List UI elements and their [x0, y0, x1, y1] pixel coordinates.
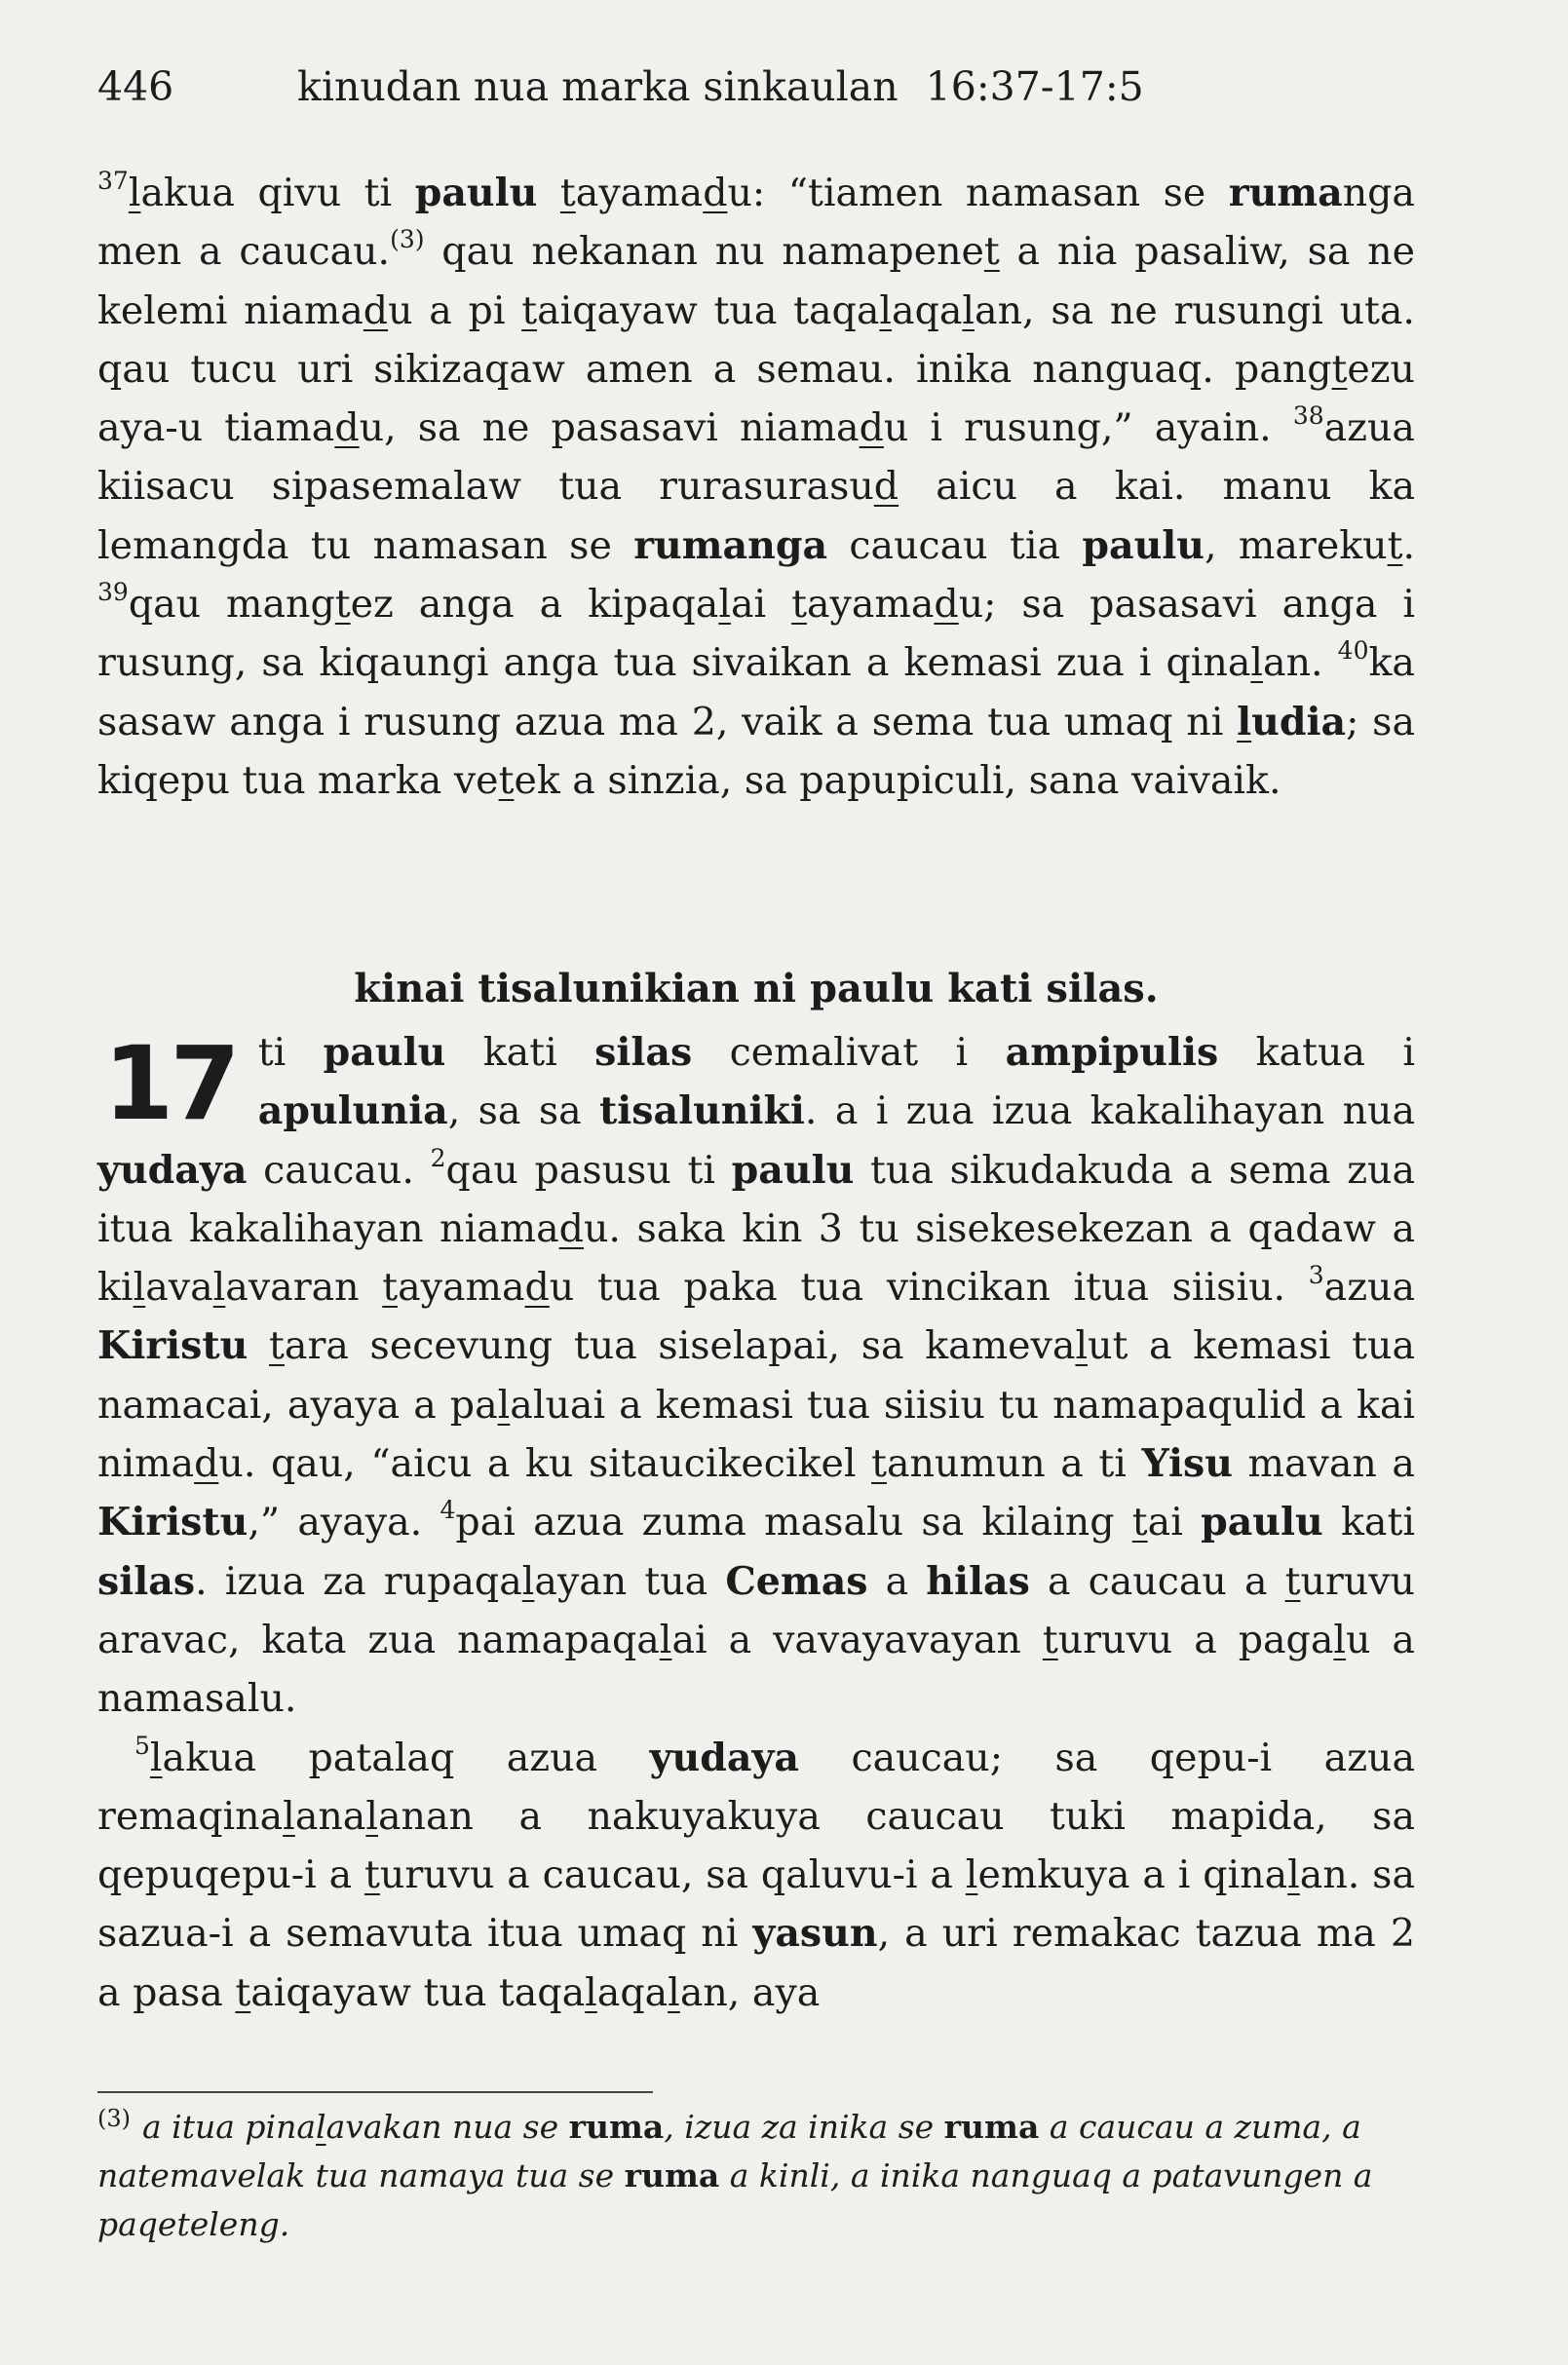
footnote-divider [97, 2091, 653, 2093]
verse-number: 4 [440, 1496, 456, 1525]
paragraph: $^{37}$lakua qivu ti paulu tayamadu: “tiamen namasan se rumanga men a caucau.$^{(3)}$ qau nekanan nu namapenet a nia pasaliw, sa ne kelemi niamadu a pi taiqayaw tua taqalaqalan, sa ne rusungi uta. qau tucu uri sikizaqaw amen a semau. inika nanguaq. pangtezu aya-u tiamadu, sa ne pasasavi niamadu i rusung,” ayain. $^{38}$azua kiisacu sipasemalaw tua rurasurasud aicu a kai. manu ka lemangda tu namasan se rumanga caucau tia paulu, marekut. $^{39}$qau mangtez anga a kipaqalai tayamadu; sa pasasavi anga i rusung, sa kiqaungi anga tua sivaikan a kemasi zua i qinalan. $^{40}$ka sasaw anga i rusung azua ma 2, vaik a sema tua umaq ni ludia; sa kiqepu tua marka vetek a sinzia, sa papupiculi, sana vaivaik. [97, 167, 1416, 803]
page-header [97, 62, 1423, 111]
footnote: $^{(3)}$ a itua pinalavakan nua se ruma, izua za inika se ruma a caucau a zuma, a natemavelak tua namaya tua se ruma a kinli, a inika nanguaq a patavungen a paqeteleng. [97, 2105, 1373, 2243]
chapter-number: 17 [103, 1024, 237, 1143]
paragraph: $^5$lakua patalaq azua yudaya caucau; sa qepu-i azua remaqinalanalanan a nakuyakuya caucau tuki mapida, sa qepuqepu-i a turuvu a caucau, sa qaluvu-i a lemkuya a i qinalan. sa sazua-i a semavuta itua umaq ni yasun, a uri remakac tazua ma 2 a pasa taiqayaw tua taqalaqalan, aya [97, 1731, 1416, 2015]
verse-number: 5 [134, 1731, 150, 1760]
verse-number: 3 [1308, 1261, 1324, 1290]
footnote-marker: (3) [97, 2105, 131, 2132]
chapter-verse-reference: 16:37-17:5 [925, 63, 1144, 110]
book-title: kinudan nua marka sinkaulan [297, 63, 899, 110]
verse-number: 37 [97, 167, 129, 195]
page-number: 446 [97, 63, 174, 110]
verse-number: 38 [1292, 401, 1324, 431]
verse-number: 40 [1337, 636, 1369, 666]
section-heading: kinai tisalunikian ni paulu kati silas. [354, 966, 1159, 1011]
paragraph: 17 ti paulu kati silas cemalivat i ampipulis katua i apulunia, sa sa tisaluniki. a i zua izua kakalihayan nua yudaya caucau. $^2$qau pasusu ti paulu tua sikudakuda a sema zua itua kakalihayan niamadu. saka kin 3 tu sisekesekezan a qadaw a kilavalavaran tayamadu tua paka tua vincikan itua siisiu. $^3$azua Kiristu tara secevung tua siselapai, sa kamevalut a kemasi tua namacai, ayaya a palaluai a kemasi tua siisiu tu namapaqulid a kai nimadu. qau, “aicu a ku sitaucikecikel tanumun a ti Yisu mavan a Kiristu,” ayaya. $^4$pai azua zuma masalu sa kilaing tai paulu kati silas. izua za rupaqalayan tua Cemas a hilas a caucau a turuvu aravac, kata zua namapaqalai a vavayavayan turuvu a pagalu a namasalu. [97, 1024, 1416, 1722]
footnote-reference[interactable]: (3) [390, 225, 425, 254]
verse-number: 39 [97, 578, 129, 607]
verse-number: 2 [430, 1143, 446, 1172]
passage-acts-16 [97, 164, 1415, 810]
passage-acts-17 [97, 1023, 1415, 2022]
